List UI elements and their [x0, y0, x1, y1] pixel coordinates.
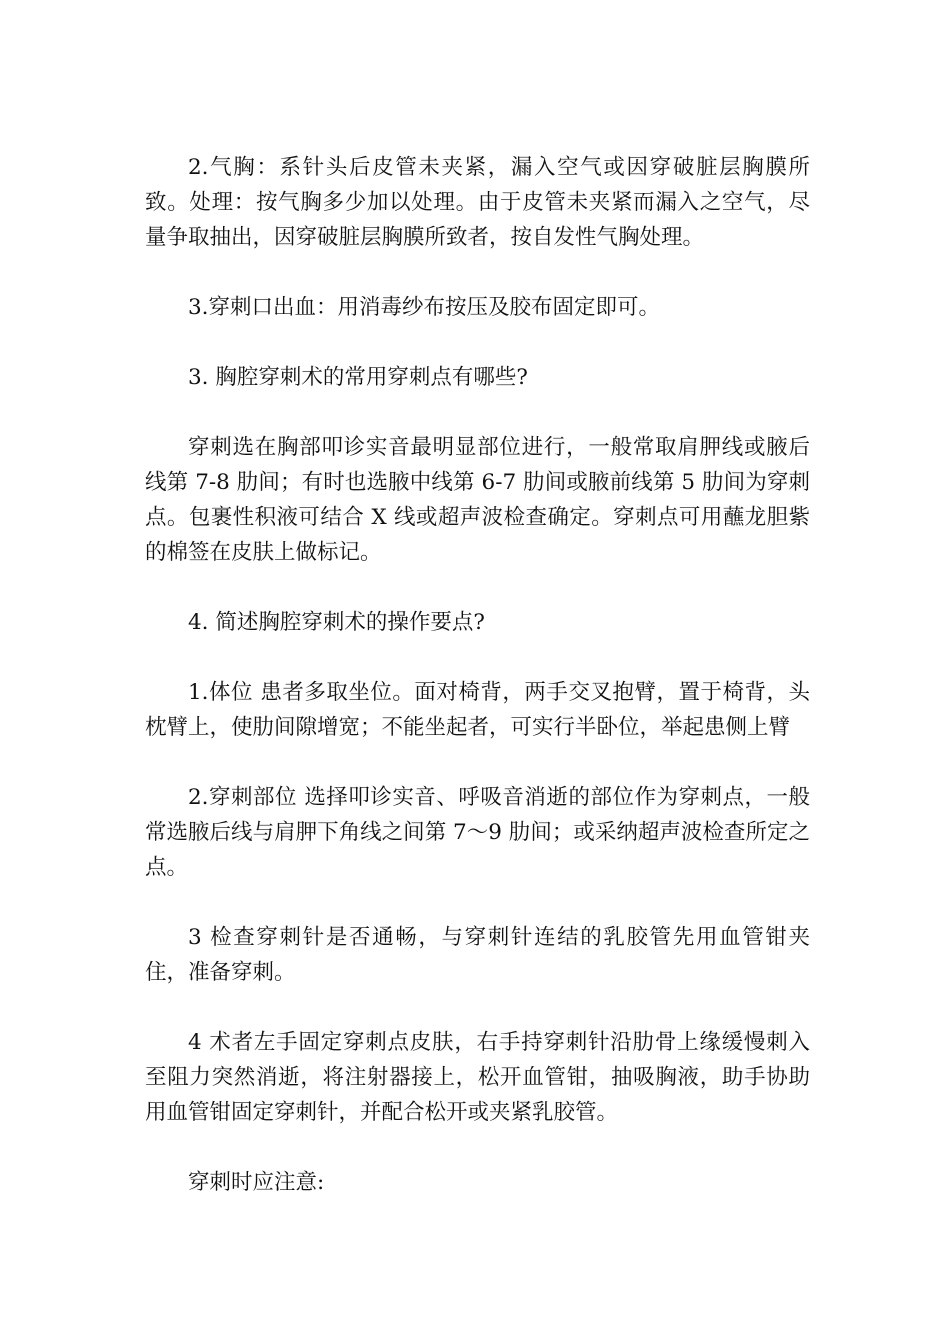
paragraph-precautions-heading: 穿刺时应注意:: [188, 1170, 325, 1195]
question-operation-points: 4. 简述胸腔穿刺术的操作要点?: [188, 610, 485, 635]
document-body: [145, 150, 810, 1200]
paragraph-puncture-site: 2.穿刺部位 选择叩诊实音、呼吸音消逝的部位作为穿刺点，一般常选腋后线与肩胛下角线之间第 7～9 肋间；或采纳超声波检查所定之点。: [145, 785, 810, 880]
paragraph-puncture-bleeding: 3.穿刺口出血：用消毒纱布按压及胶布固定即可。: [188, 295, 661, 320]
question-puncture-points: 3. 胸腔穿刺术的常用穿刺点有哪些?: [188, 365, 528, 390]
paragraph-check-needle: 3 检查穿刺针是否通畅，与穿刺针连结的乳胶管先用血管钳夹住，准备穿刺。: [145, 925, 810, 985]
paragraph-pneumothorax: 2.气胸：系针头后皮管未夹紧，漏入空气或因穿破脏层胸膜所致。处理：按气胸多少加以处理。由于皮管未夹紧而漏入之空气，尽量争取抽出，因穿破脏层胸膜所致者，按自发性气胸处理。: [145, 155, 810, 250]
paragraph-procedure: 4 术者左手固定穿刺点皮肤，右手持穿刺针沿肋骨上缘缓慢刺入至阻力突然消逝，将注射器接上，松开血管钳，抽吸胸液，助手协助用血管钳固定穿刺针，并配合松开或夹紧乳胶管。: [145, 1030, 810, 1125]
paragraph-position: 1.体位 患者多取坐位。面对椅背，两手交叉抱臂，置于椅背，头枕臂上，使肋间隙增宽；不能坐起者，可实行半卧位，举起患侧上臂: [145, 680, 810, 740]
paragraph-puncture-points-answer: 穿刺选在胸部叩诊实音最明显部位进行，一般常取肩胛线或腋后线第 7-8 肋间；有时也选腋中线第 6-7 肋间或腋前线第 5 肋间为穿刺点。包裹性积液可结合 X 线或超声波检查确定。穿刺点可用蘸龙胆紫的棉签在皮肤上做标记。: [145, 435, 810, 565]
